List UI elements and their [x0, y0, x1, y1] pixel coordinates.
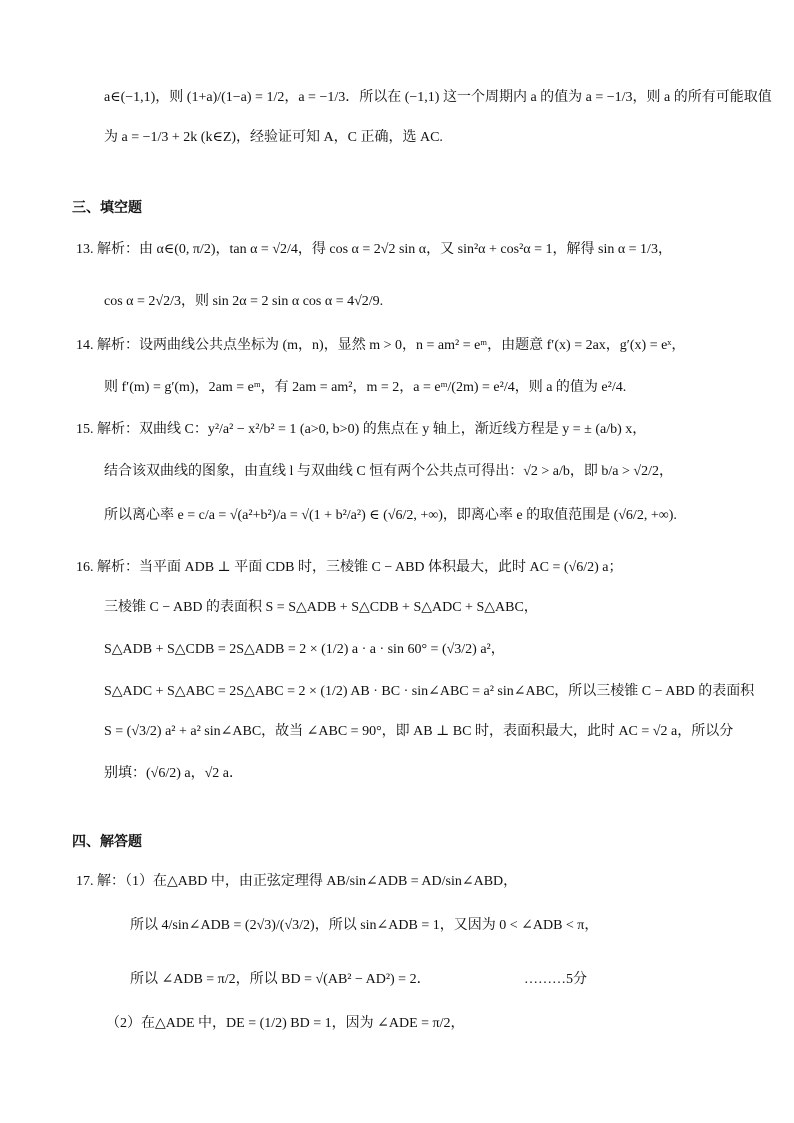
section-heading: 三、填空题: [72, 200, 142, 216]
question-14-line-1: 14. 解析：设两曲线公共点坐标为 (m，n)，显然 m > 0，n = am² = eᵐ，由题意 f′(x) = 2ax，g′(x) = eˣ，: [76, 338, 686, 353]
question-16-line-4: S△ADC + S△ABC = 2S△ABC = 2 × (1/2) AB · BC · sin∠ABC = a² sin∠ABC，所以三棱锥 C − ABD 的表面积: [104, 684, 755, 699]
question-16-line-1: 16. 解析：当平面 ADB ⊥ 平面 CDB 时，三棱锥 C − ABD 体积最大，此时 AC = (√6/2) a；: [76, 560, 623, 575]
question-16-line-5: S = (√3/2) a² + a² sin∠ABC，故当 ∠ABC = 90°，即 AB ⊥ BC 时，表面积最大，此时 AC = √2 a，所以分: [104, 724, 734, 739]
score-marker: ………5分: [524, 972, 587, 987]
question-15-line-3: 所以离心率 e = c/a = √(a²+b²)/a = √(1 + b²/a²) ∈ (√6/2, +∞)，即离心率 e 的取值范围是 (√6/2, +∞).: [104, 508, 677, 523]
question-14-line-2: 则 f′(m) = g′(m)，2am = eᵐ，有 2am = am²，m = 2，a = eᵐ/(2m) = e²/4，则 a 的值为 e²/4.: [104, 380, 627, 395]
question-16-line-3: S△ADB + S△CDB = 2S△ADB = 2 × (1/2) a · a · sin 60° = (√3/2) a²，: [104, 642, 505, 657]
question-17-line-1: 17. 解：（1）在△ABD 中，由正弦定理得 AB/sin∠ADB = AD/sin∠ABD，: [76, 874, 518, 889]
question-16-line-2: 三棱锥 C − ABD 的表面积 S = S△ADB + S△CDB + S△ADC + S△ABC，: [104, 600, 538, 615]
question-16-line-6: 别填：(√6/2) a，√2 a．: [104, 766, 244, 781]
question-13-line-2: cos α = 2√2/3，则 sin 2α = 2 sin α cos α = 4√2/9.: [104, 294, 384, 309]
question-15-line-2: 结合该双曲线的图象，由直线 l 与双曲线 C 恒有两个公共点可得出：√2 > a/b，即 b/a > √2/2，: [104, 464, 673, 479]
question-15-line-1: 15. 解析：双曲线 C：y²/a² − x²/b² = 1 (a>0, b>0) 的焦点在 y 轴上，渐近线方程是 y = ± (a/b) x，: [76, 422, 647, 437]
section-heading: 四、解答题: [72, 834, 142, 850]
question-17-line-4: （2）在△ADE 中，DE = (1/2) BD = 1，因为 ∠ADE = π/2，: [106, 1016, 465, 1031]
text-line: 为 a = −1/3 + 2k (k∈Z)，经验证可知 A，C 正确，选 AC.: [104, 130, 443, 145]
question-13-line-1: 13. 解析：由 α∈(0, π/2)，tan α = √2/4，得 cos α = 2√2 sin α，又 sin²α + cos²α = 1，解得 sin α = 1/3，: [76, 242, 672, 257]
question-17-line-2: 所以 4/sin∠ADB = (2√3)/(√3/2)，所以 sin∠ADB = 1，又因为 0 < ∠ADB < π，: [130, 918, 599, 933]
question-17-line-3: 所以 ∠ADB = π/2，所以 BD = √(AB² − AD²) = 2．: [130, 972, 431, 987]
text-line: a∈(−1,1)，则 (1+a)/(1−a) = 1/2，a = −1/3．所以在 (−1,1) 这一个周期内 a 的值为 a = −1/3，则 a 的所有可能取值: [104, 90, 772, 105]
